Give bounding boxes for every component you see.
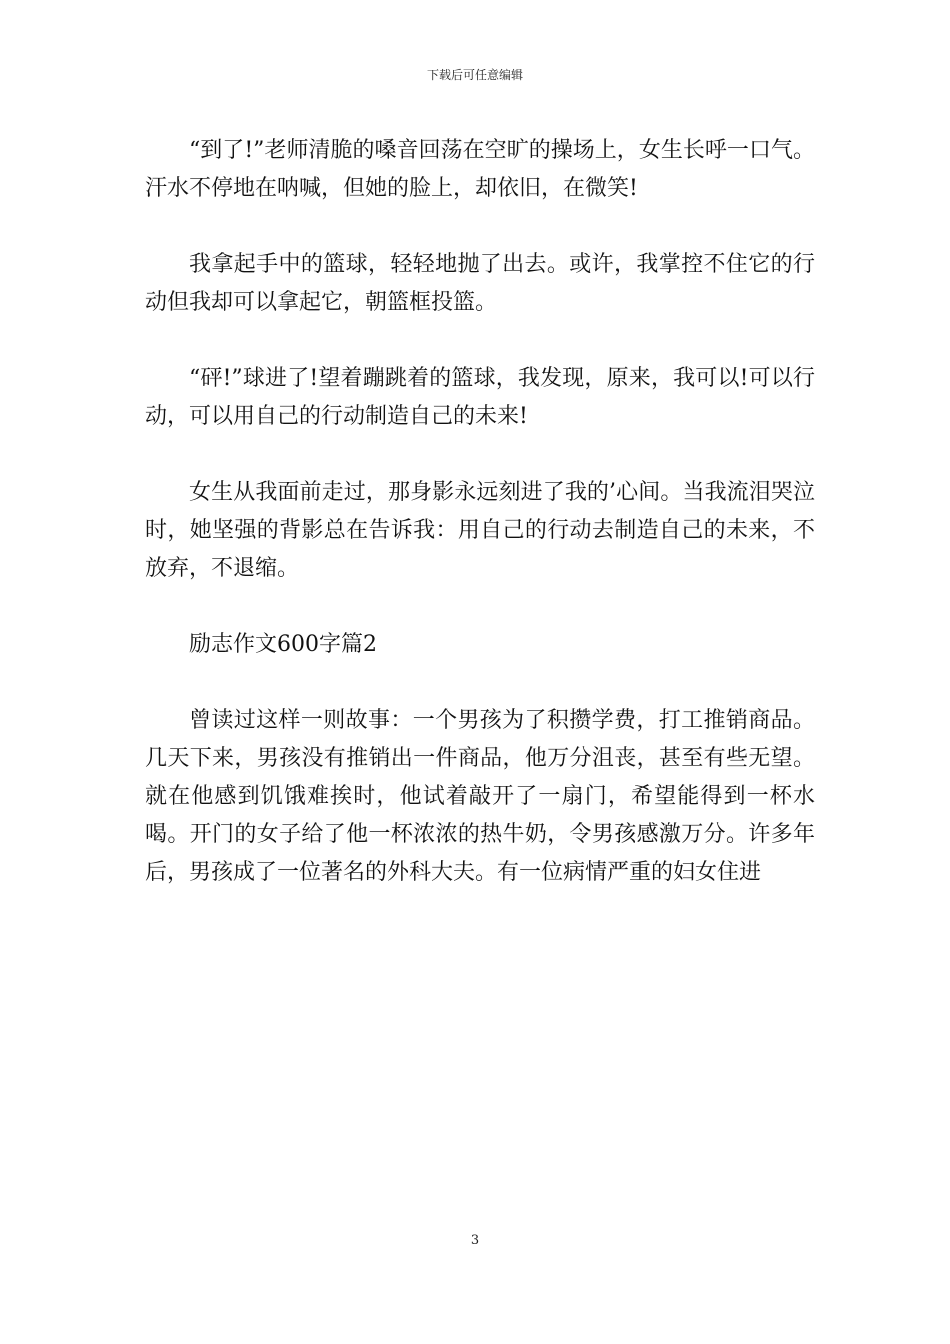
paragraph-3: “砰!”球进了!望着蹦跳着的篮球，我发现，原来，我可以!可以行动，可以用自己的行动制造自己的未来! <box>145 366 815 429</box>
page-number: 3 <box>470 1233 480 1248</box>
paragraph-4: 女生从我面前走过，那身影永远刻进了我的’心间。当我流泪哭泣时，她坚强的背影总在告诉我：用自己的行动去制造自己的未来，不放弃，不退缩。 <box>145 480 815 581</box>
document-body <box>145 132 815 930</box>
paragraph-1: “到了!”老师清脆的嗓音回荡在空旷的操场上，女生长呼一口气。汗水不停地在呐喊，但她的脸上，却依旧，在微笑! <box>145 138 815 201</box>
page-header: 下载后可任意编辑 <box>426 68 523 82</box>
paragraph-5: 曾读过这样一则故事：一个男孩为了积攒学费，打工推销商品。几天下来，男孩没有推销出一件商品，他万分沮丧，甚至有些无望。就在他感到饥饿难挨时，他试着敲开了一扇门，希望能得到一杯水喝。开门的女子给了他一杯浓浓的热牛奶，令男孩感激万分。许多年后，男孩成了一位著名的外科大夫。有一位病情严重的妇女住进 <box>145 708 815 885</box>
section-heading: 励志作文600字篇2 <box>189 632 377 657</box>
paragraph-2: 我拿起手中的篮球，轻轻地抛了出去。或许，我掌控不住它的行动但我却可以拿起它，朝篮框投篮。 <box>145 252 815 315</box>
